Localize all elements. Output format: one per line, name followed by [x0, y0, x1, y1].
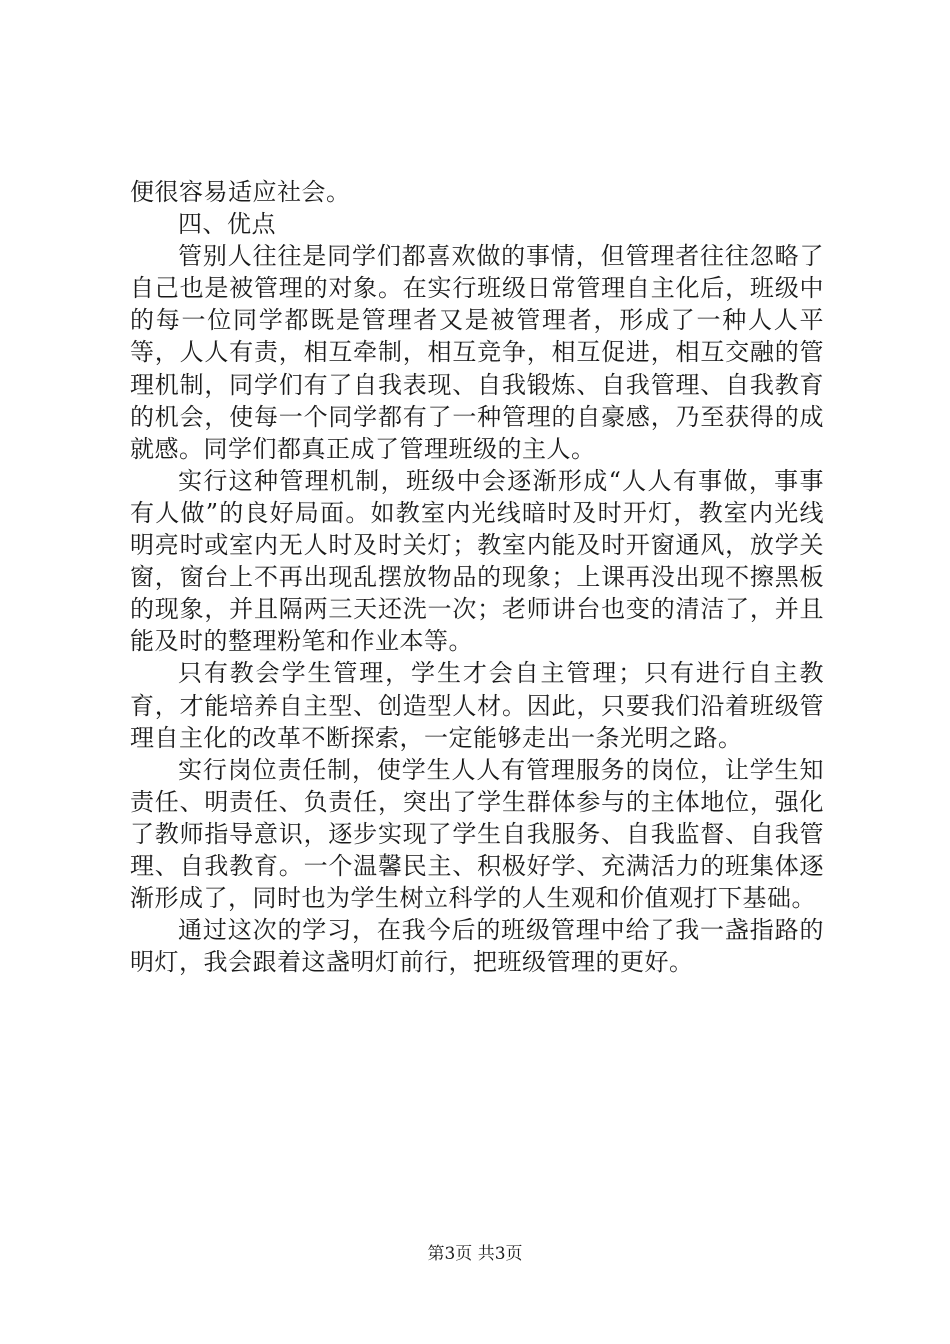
paragraph: 只有教会学生管理，学生才会自主管理；只有进行自主教育，才能培养自主型、创造型人材。因此，只要我们沿着班级管理自主化的改革不断探索，一定能够走出一条光明之路。	[130, 659, 824, 752]
document-body	[130, 176, 824, 978]
paragraph: 通过这次的学习，在我今后的班级管理中给了我一盏指路的明灯，我会跟着这盏明灯前行，把班级管理的更好。	[130, 916, 824, 977]
paragraph-continuation: 便很容易适应社会。	[130, 178, 351, 206]
paragraph: 实行岗位责任制，使学生人人有管理服务的岗位，让学生知责任、明责任、负责任，突出了学生群体参与的主体地位，强化了教师指导意识，逐步实现了学生自我服务、自我监督、自我管理、自我教育。一个温馨民主、积极好学、充满活力的班集体逐渐形成了，同时也为学生树立科学的人生观和价值观打下基础。	[130, 755, 824, 913]
page-number-footer: 第3页 共3页	[427, 1244, 523, 1264]
paragraph: 实行这种管理机制，班级中会逐渐形成“人人有事做，事事有人做”的良好局面。如教室内光线暗时及时开灯，教室内光线明亮时或室内无人时及时关灯；教室内能及时开窗通风，放学关窗，窗台上不再出现乱摆放物品的现象；上课再没出现不擦黑板的现象，并且隔两三天还洗一次；老师讲台也变的清洁了，并且能及时的整理粉笔和作业本等。	[130, 466, 824, 656]
section-heading: 四、优点	[178, 210, 276, 239]
paragraph: 管别人往往是同学们都喜欢做的事情，但管理者往往忽略了自己也是被管理的对象。在实行班级日常管理自主化后，班级中的每一位同学都既是管理者又是被管理者，形成了一种人人平等，人人有责，相互牵制，相互竞争，相互促进，相互交融的管理机制，同学们有了自我表现、自我锻炼、自我管理、自我教育的机会，使每一个同学都有了一种管理的自豪感，乃至获得的成就感。同学们都真正成了管理班级的主人。	[130, 242, 824, 463]
